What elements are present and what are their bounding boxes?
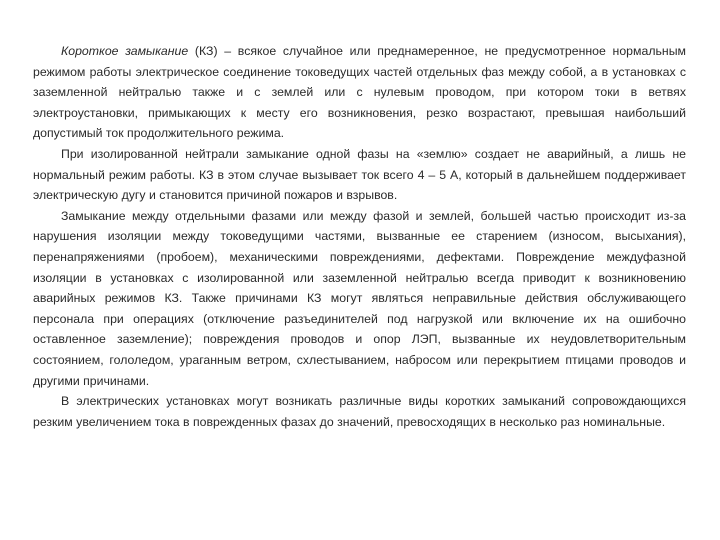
paragraph-isolated-neutral: При изолированной нейтрали замыкание одной фазы на «землю» создает не аварийный, а лишь не нормальный режим работы. КЗ в этом случае вызывает ток всего 4 – 5 А, который в дальнейшем поддерживает электрическую дугу и становится причиной пожаров и взрывов. — [33, 146, 686, 203]
document-text — [33, 41, 686, 432]
term-short-circuit: Короткое замыкание — [61, 44, 189, 58]
paragraph-definition-text: (КЗ) – всякое случайное или преднамеренное, не предусмотренное нормальным режимом работы электрическое соединение токоведущих частей отдельных фаз между собой, а в установках с заземленной нейтралью также и с землей или с нулевым проводом, при котором токи в ветвях электроустановки, примыкающих к месту его возникновения, резко возрастают, превышая наибольший допустимый ток продолжительного режима. — [33, 44, 686, 141]
paragraph-causes: Замыкание между отдельными фазами или между фазой и землей, большей частью происходит из-за нарушения изоляции между токоведущими частями, вызванные ее старением (износом, высыхания), перенапряжениями (пробоем), механическими повреждениями, дефектами. Повреждение междуфазной изоляции в установках с изолированной или заземленной нейтралью всегда приводит к возникновению аварийных режимов КЗ. Также причинами КЗ могут являться неправильные действия обслуживающего персонала при операциях (отключение разъединителей под нагрузкой или включение их на ошибочно оставленное заземление); повреждения проводов и опор ЛЭП, вызванные их неудовлетворительным состоянием, гололедом, ураганным ветром, схлестыванием, набросом или перекрытием птицами проводов и другими причинами. — [33, 208, 686, 388]
paragraph-definition — [33, 41, 686, 144]
paragraph-types: В электрических установках могут возникать различные виды коротких замыканий сопровождающихся резким увеличением тока в поврежденных фазах до значений, превосходящих в несколько раз номинальные. — [33, 394, 686, 429]
